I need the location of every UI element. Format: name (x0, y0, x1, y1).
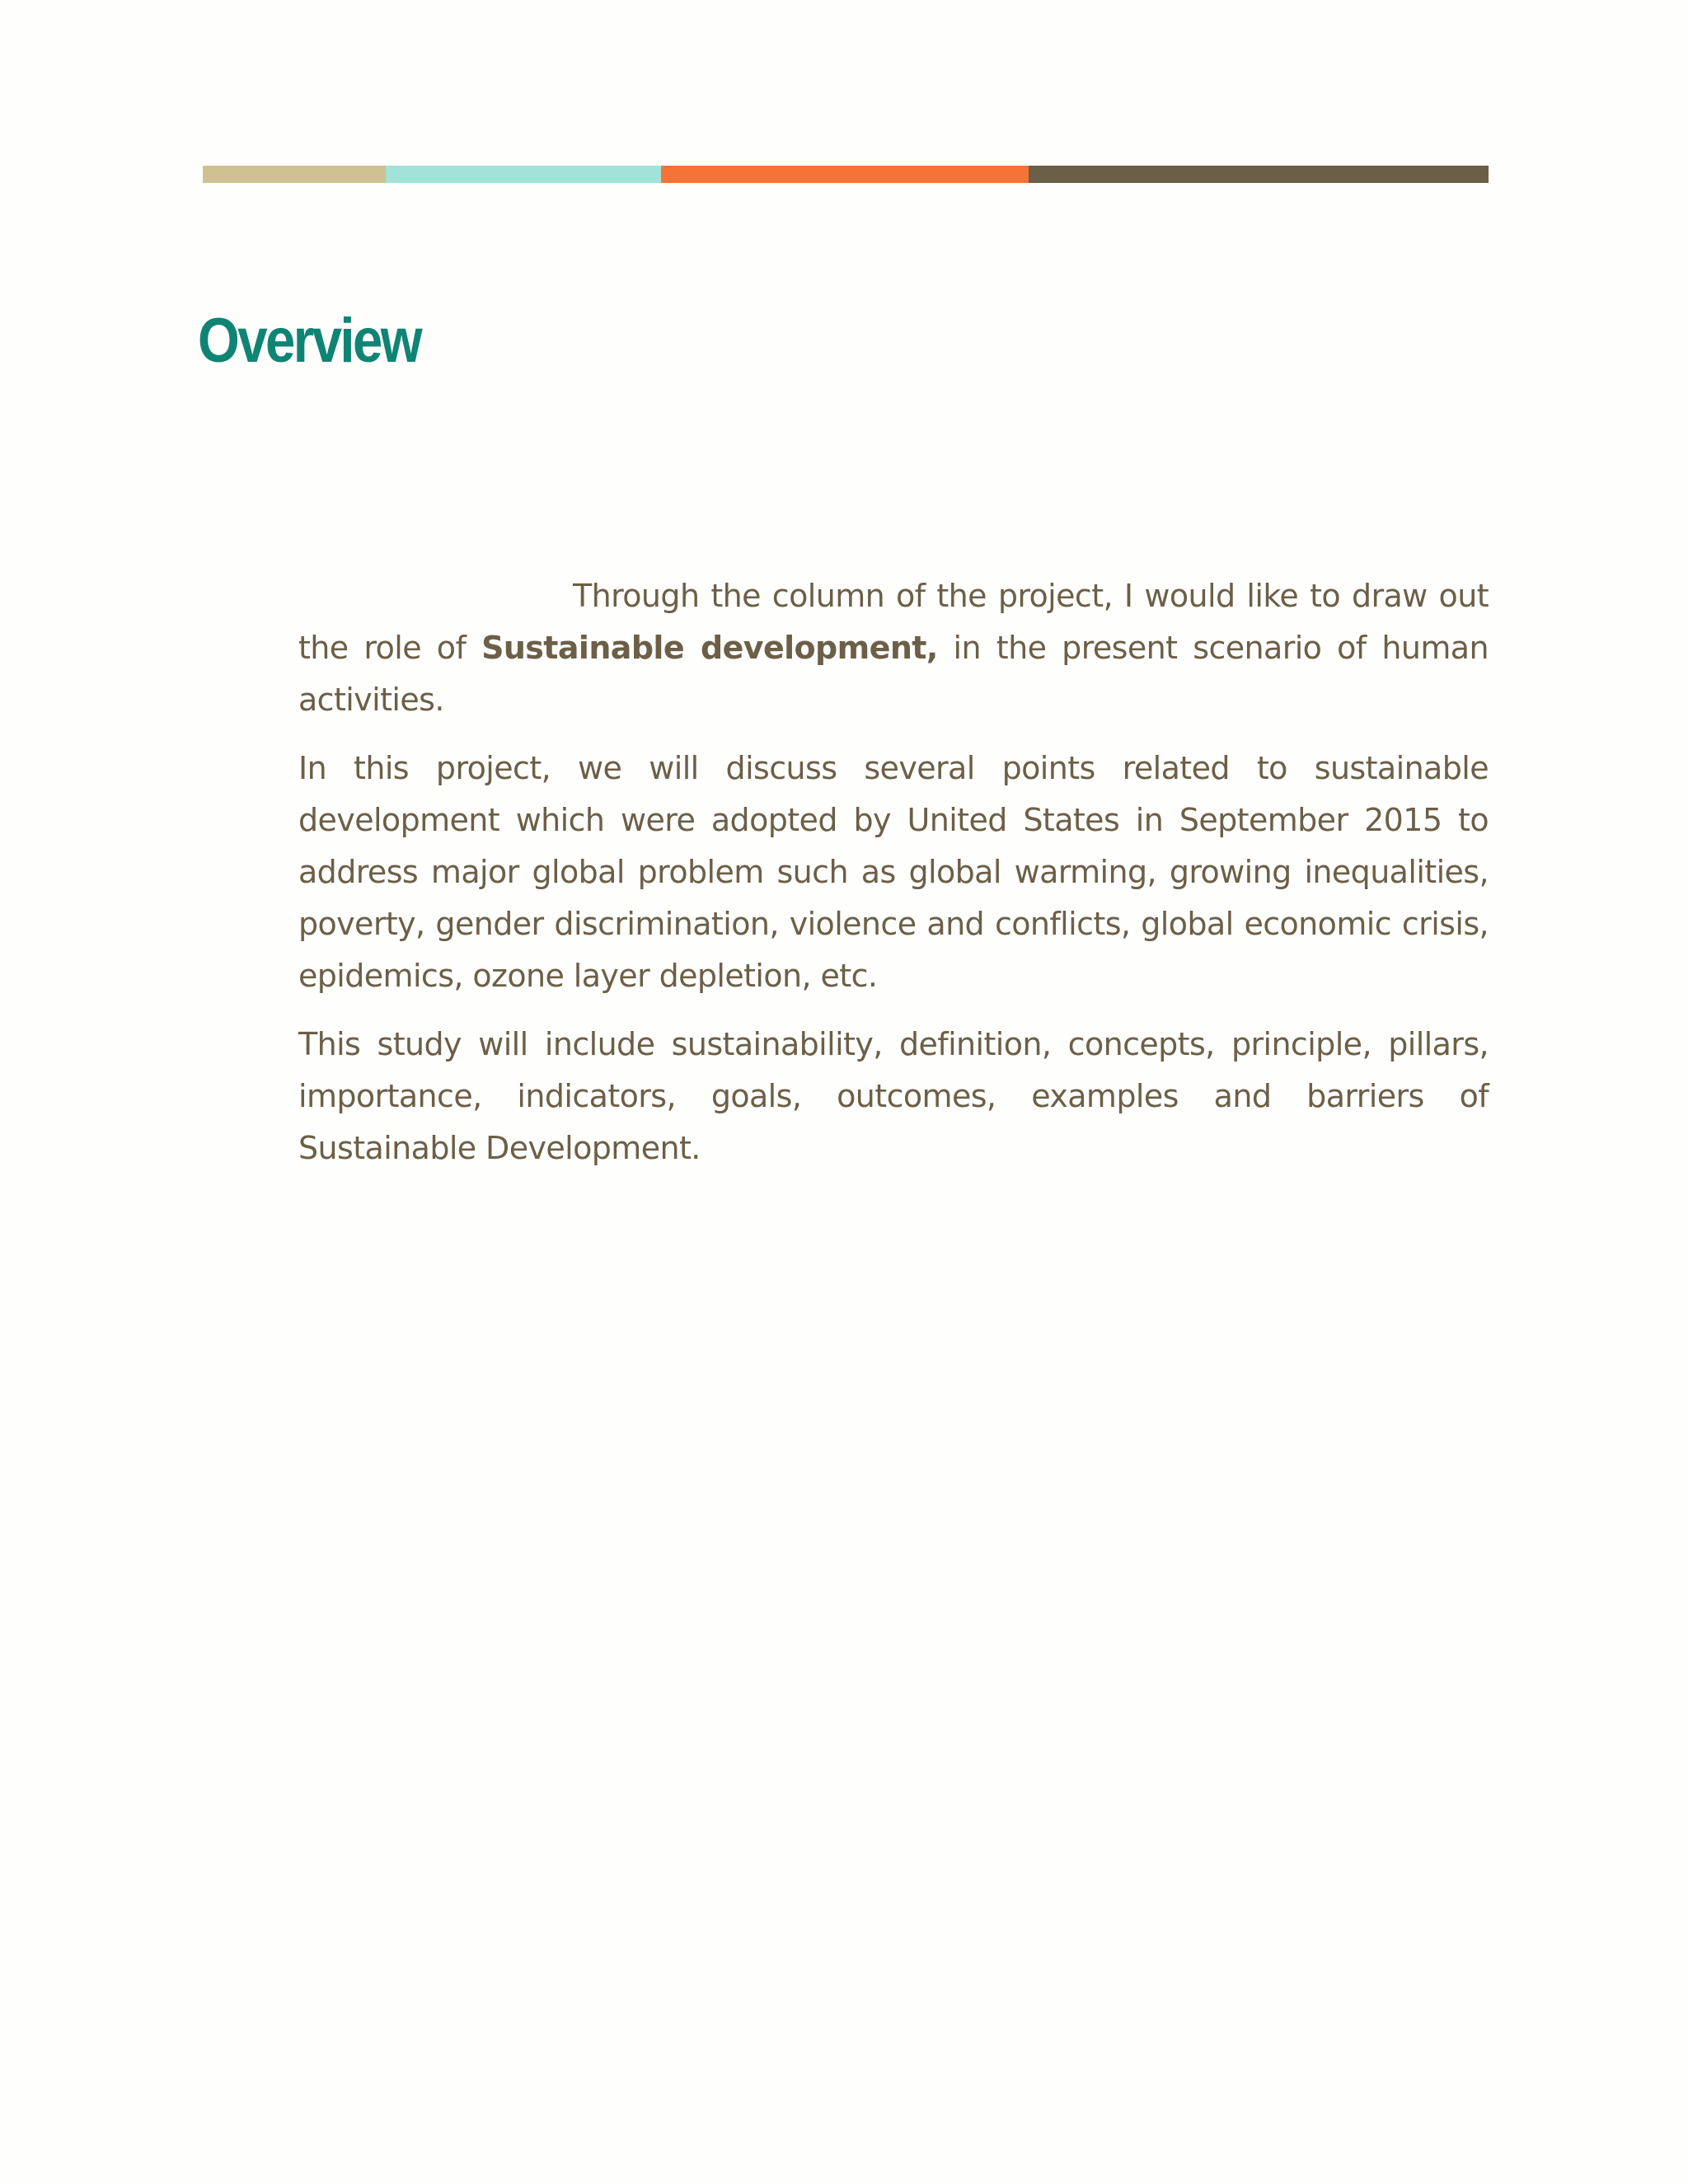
color-bar-segment-orange (661, 166, 1029, 183)
color-bar-segment-brown (1029, 166, 1489, 183)
paragraph-discussion: In this project, we will discuss several points related to sustainable development which were adopted by United States in September 2015 to address major global problem such as global warming, growing inequalities, poverty, gender discrimination, violence and conflicts, global economic crisis, epidemics, ozone layer depletion, etc. (298, 750, 1489, 994)
paragraph-intro-text-start: Through the column of the project, I would like to draw out the role of (298, 578, 1489, 666)
color-bar-segment-tan (203, 166, 386, 183)
paragraph-intro-text-end: in the present scenario of human activities. (298, 630, 1489, 718)
decorative-color-bar (203, 166, 1489, 183)
paragraph-intro (298, 570, 1489, 726)
page-title: Overview (198, 306, 421, 376)
paragraph-scope: This study will include sustainability, definition, concepts, principle, pillars, importance, indicators, goals, outcomes, examples and barriers of Sustainable Development. (298, 1026, 1489, 1166)
body-text (298, 570, 1489, 1191)
color-bar-segment-aqua (386, 166, 661, 183)
sustainable-development-emphasis: Sustainable development, (481, 630, 938, 666)
